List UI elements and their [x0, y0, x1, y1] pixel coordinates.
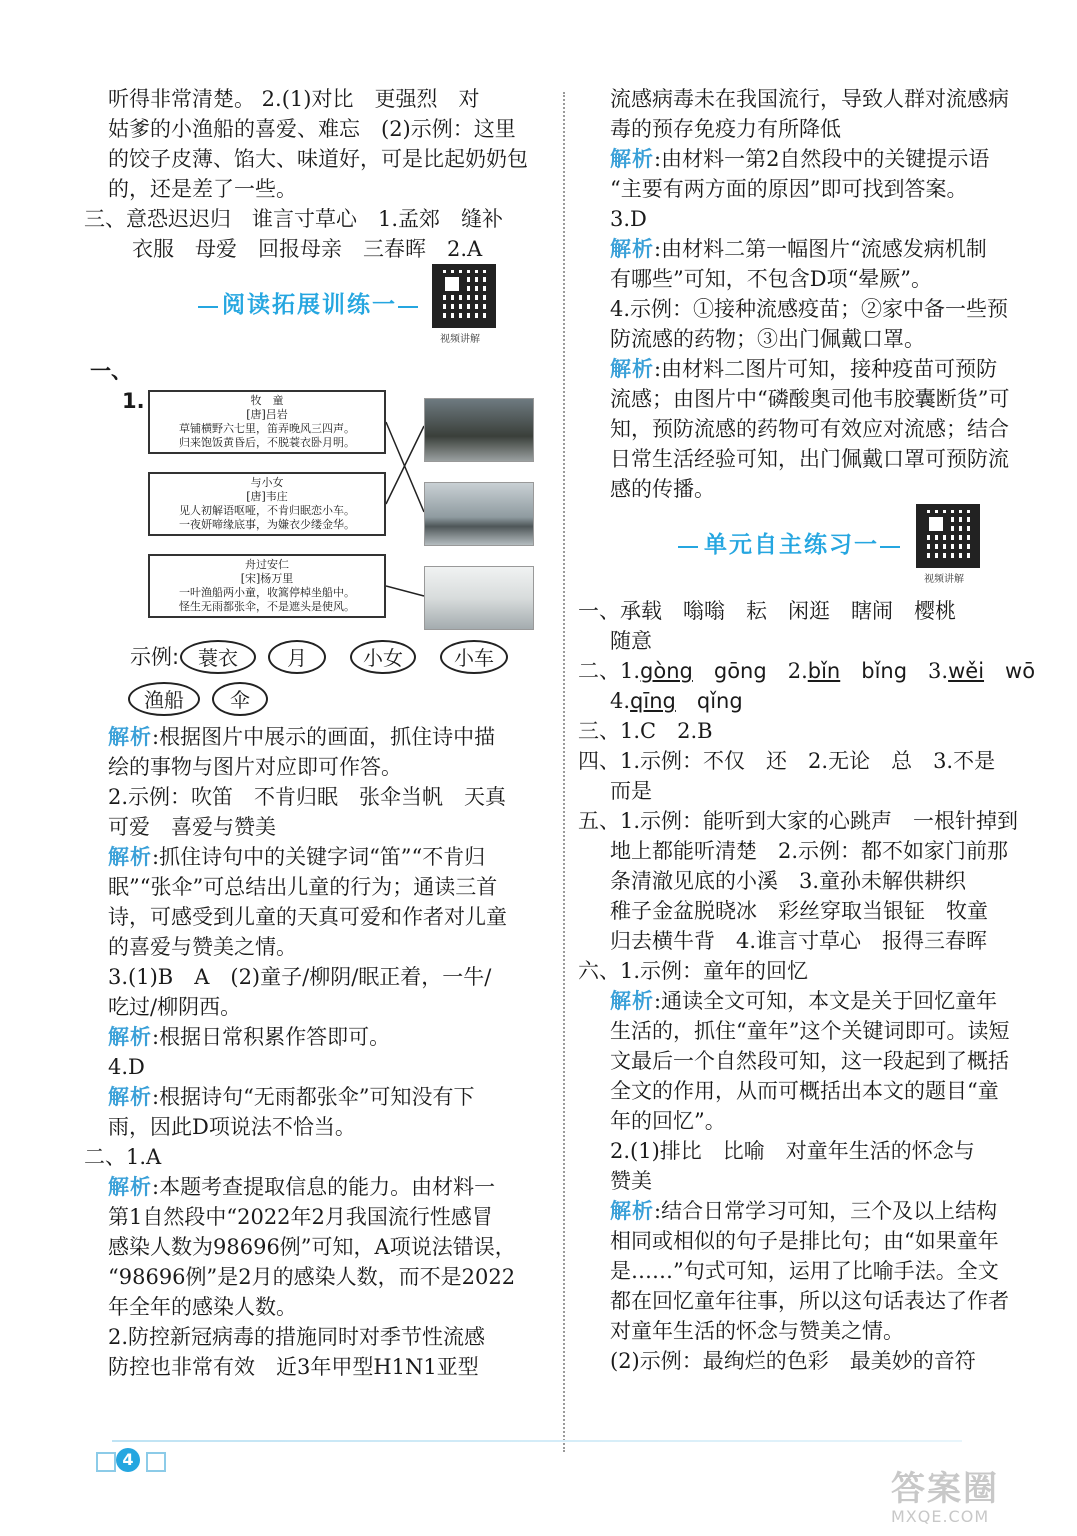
watermark-url: MXQE.COM — [891, 1507, 990, 1526]
answer-line: 3.(1)B A (2)童子/柳阴/眠正着，一牛/ — [108, 965, 492, 989]
answer-line: 一、承载 嗡嗡 耘 闲逛 瞎闹 樱桃 — [578, 599, 956, 623]
answer-line: 4.D — [108, 1055, 145, 1079]
analysis-line — [108, 722, 540, 752]
pinyin-answer: bǐn — [807, 659, 841, 683]
answer-oval: 小女 — [350, 640, 416, 674]
answer-line: 归去横牛背 4.谁言寸草心 报得三春晖 — [610, 929, 988, 953]
illustration-image — [424, 566, 534, 630]
left-column — [84, 84, 540, 1382]
answer-line: 随意 — [610, 629, 652, 653]
analysis-line: 眠”“张伞”可总结出儿童的行为；通读三首 — [108, 875, 498, 899]
page-deco-icon — [96, 1452, 116, 1472]
analysis-label: 解析 — [610, 1199, 654, 1223]
analysis-line: 雨，因此D项说法不恰当。 — [108, 1115, 356, 1139]
text-line: 听得非常清楚。 2.(1)对比 更强烈 对 — [108, 87, 480, 111]
poem-line: 草铺横野六七里，笛弄晚风三四声。 — [179, 422, 355, 435]
analysis-line — [108, 1082, 540, 1112]
poem-card — [148, 554, 386, 618]
answer-line: (2)示例：最绚烂的色彩 最美妙的音符 — [610, 1349, 976, 1373]
text-line: 三、意恐迟迟归 谁言寸草心 1.孟郊 缝补 — [84, 207, 504, 231]
answer-line: 条清澈见底的小溪 3.童孙未解供耕织 — [610, 869, 967, 893]
analysis-text: :由材料二图片可知，接种疫苗可预防 — [654, 357, 998, 381]
text-line: 姑爹的小渔船的喜爱、难忘 (2)示例：这里 — [108, 117, 516, 141]
poem-author: [唐]吕岩 — [246, 408, 288, 421]
answer-line: 四、1.示例：不仅 还 2.无论 总 3.不是 — [578, 749, 996, 773]
analysis-text: :根据日常积累作答即可。 — [152, 1025, 391, 1049]
answer-line: 吃过/柳阴西。 — [108, 995, 242, 1019]
analysis-line — [586, 234, 1026, 264]
answer-line: 2.(1)排比 比喻 对童年生活的怀念与 — [610, 1139, 975, 1163]
match-line — [386, 586, 424, 596]
qr-label: 视频讲解 — [924, 574, 964, 585]
analysis-label: 解析 — [108, 1085, 152, 1109]
analysis-line: 日常生活经验可知，出门佩戴口罩可预防流 — [610, 447, 1009, 471]
poem-card — [148, 390, 386, 454]
example-label: 示例: — [130, 645, 180, 669]
heading-rule — [398, 306, 418, 308]
watermark — [891, 1470, 1061, 1526]
analysis-line: 都在回忆童年往事，所以这句话表达了作者 — [610, 1289, 1009, 1313]
analysis-line — [586, 354, 1026, 384]
answer-oval: 渔船 — [128, 682, 200, 716]
qr-label: 视频讲解 — [440, 334, 480, 345]
illustration-image — [424, 482, 534, 546]
heading-rule — [198, 306, 218, 308]
analysis-line: 感染人数为98696例”可知，A项说法错误， — [108, 1235, 516, 1259]
right-column — [578, 84, 1036, 1376]
analysis-text: :结合日常学习可知，三个及以上结构 — [654, 1199, 998, 1223]
pinyin-line — [586, 686, 1026, 716]
answer-oval: 伞 — [212, 682, 268, 716]
poem-card — [148, 472, 386, 536]
pinyin: wō — [1005, 659, 1036, 683]
footer-rule — [112, 1440, 962, 1442]
analysis-label: 解析 — [108, 845, 152, 869]
pinyin: bǐng — [861, 659, 908, 683]
matching-exercise — [108, 386, 540, 638]
question-number: 3. — [928, 659, 949, 683]
text-line: 流感病毒未在我国流行，导致人群对流感病 — [610, 87, 1009, 111]
answer-oval: 小车 — [440, 640, 508, 674]
answer-line: 2.防控新冠病毒的措施同时对季节性流感 — [108, 1325, 486, 1349]
poem-title: 牧 童 — [250, 394, 284, 407]
poem-picture-match — [148, 386, 540, 638]
column-divider — [563, 92, 565, 1452]
answer-line: 赞美 — [610, 1169, 652, 1193]
section-heading-reading — [108, 264, 540, 356]
answer-line: 防流感的药物；③出门佩戴口罩。 — [610, 327, 925, 351]
analysis-label: 解析 — [610, 989, 654, 1013]
answer-line: 稚子金盆脱晓冰 彩丝穿取当银钲 牧童 — [610, 899, 988, 923]
qr-code-icon[interactable] — [916, 504, 980, 568]
analysis-line — [108, 1022, 540, 1052]
analysis-line: 年全年的感染人数。 — [108, 1295, 297, 1319]
poem-line: 怪生无雨都张伞，不是遮头是使风。 — [179, 600, 355, 613]
pinyin: gōng — [713, 659, 767, 683]
heading-rule — [880, 546, 900, 548]
section-marker: 二、1. — [578, 659, 641, 683]
analysis-line: 年的回忆”。 — [610, 1109, 726, 1133]
answer-oval: 月 — [268, 640, 326, 674]
poem-line: 归来饱饭黄昏后，不脱蓑衣卧月明。 — [179, 436, 355, 449]
analysis-line: 全文的作用，从而可概括出本文的题目“童 — [610, 1079, 999, 1103]
answer-line: 2.示例：吹笛 不肯归眠 张伞当帆 天真 — [108, 785, 507, 809]
analysis-line — [108, 1172, 540, 1202]
analysis-text: :由材料一第2自然段中的关键提示语 — [654, 147, 990, 171]
analysis-line — [586, 1196, 1026, 1226]
question-number: 1. — [122, 389, 145, 413]
analysis-line: 诗，可感受到儿童的天真可爱和作者对儿童 — [108, 905, 507, 929]
poem-line: 见人初解语呕哑，不肯归眠恋小车。 — [179, 504, 355, 517]
answer-line: 而是 — [610, 779, 652, 803]
analysis-line: 有哪些”可知，不包含D项“晕厥”。 — [610, 267, 933, 291]
analysis-line: 生活的，抓住“童年”这个关键词即可。读短 — [610, 1019, 1010, 1043]
text-line: 的，还是差了一些。 — [108, 177, 297, 201]
analysis-line: 流感；由图片中“磷酸奥司他韦胶囊断货”可 — [610, 387, 1010, 411]
section-line: 二、1.A — [84, 1145, 162, 1169]
answer-line: 3.D — [610, 207, 647, 231]
page-number: 4 — [116, 1448, 140, 1472]
poem-line: 一夜妍啼缘底事，为嫌衣少缕金华。 — [179, 518, 355, 531]
match-line — [386, 426, 424, 504]
analysis-label: 解析 — [610, 237, 654, 261]
analysis-line — [108, 842, 540, 872]
match-line — [386, 422, 424, 512]
qr-code-icon[interactable] — [432, 264, 496, 328]
answer-line: 三、1.C 2.B — [578, 719, 713, 743]
pinyin-answer: qīng — [630, 689, 676, 713]
answer-line: 五、1.示例：能听到大家的心跳声 一根针掉到 — [578, 809, 1019, 833]
analysis-label: 解析 — [610, 357, 654, 381]
pinyin-answer: wěi — [948, 659, 985, 683]
analysis-line: 第1自然段中“2022年2月我国流行性感冒 — [108, 1205, 493, 1229]
poem-author: [唐]韦庄 — [246, 490, 288, 503]
analysis-line: 文最后一个自然段可知，这一段起到了概括 — [610, 1049, 1009, 1073]
answer-oval: 蓑衣 — [180, 640, 256, 674]
part-marker: 一、 — [90, 359, 132, 383]
illustration-image — [424, 398, 534, 462]
section-heading-unit — [586, 504, 1026, 596]
answer-line: 4.示例：①接种流感疫苗；②家中备一些预 — [610, 297, 1009, 321]
answer-line: 防控也非常有效 近3年甲型H1N1亚型 — [108, 1355, 479, 1379]
analysis-text: :抓住诗句中的关键字词“笛”“不肯归 — [152, 845, 486, 869]
pinyin: qǐng — [696, 689, 743, 713]
analysis-label: 解析 — [108, 1175, 152, 1199]
analysis-line: 知，预防流感的药物可有效应对流感；结合 — [610, 417, 1009, 441]
example-answers — [108, 638, 540, 722]
analysis-text: :通读全文可知，本文是关于回忆童年 — [654, 989, 998, 1013]
answer-line: 地上都能听清楚 2.示例：都不如家门前那 — [610, 839, 1009, 863]
pinyin-answer: gòng — [640, 659, 693, 683]
analysis-line — [586, 144, 1026, 174]
analysis-line: “主要有两方面的原因”即可找到答案。 — [610, 177, 968, 201]
analysis-text: :本题考查提取信息的能力。由材料一 — [152, 1175, 496, 1199]
answer-line: 六、1.示例：童年的回忆 — [578, 959, 809, 983]
analysis-label: 解析 — [108, 1025, 152, 1049]
analysis-line: 相同或相似的句子是排比句；由“如果童年 — [610, 1229, 999, 1253]
analysis-line: 对童年生活的怀念与赞美之情。 — [610, 1319, 904, 1343]
poem-title: 与小女 — [250, 476, 284, 489]
page-deco-icon — [146, 1452, 166, 1472]
poem-title: 舟过安仁 — [245, 558, 289, 571]
analysis-line: 是……”句式可知，运用了比喻手法。全文 — [610, 1259, 999, 1283]
analysis-line: 的喜爱与赞美之情。 — [108, 935, 297, 959]
pinyin-line — [578, 656, 1036, 686]
text-line: 的饺子皮薄、馅大、味道好，可是比起奶奶包 — [108, 147, 528, 171]
watermark-title: 答案圈 — [891, 1469, 999, 1509]
poem-line: 一叶渔船两小童，收篙停棹坐船中。 — [179, 586, 355, 599]
question-number: 2. — [787, 659, 808, 683]
analysis-line — [586, 986, 1026, 1016]
text-line: 衣服 母爱 回报母亲 三春晖 2.A — [132, 237, 483, 261]
analysis-label: 解析 — [108, 725, 152, 749]
section-title: 单元自主练习一 — [704, 532, 879, 558]
section-title: 阅读拓展训练一 — [222, 292, 397, 318]
analysis-text: :根据诗句“无雨都张伞”可知没有下 — [152, 1085, 475, 1109]
text-line: 毒的预存免疫力有所降低 — [610, 117, 841, 141]
heading-rule — [678, 546, 698, 548]
question-number: 4. — [610, 689, 631, 713]
matching-lines — [386, 386, 426, 638]
analysis-label: 解析 — [610, 147, 654, 171]
analysis-text: :根据图片中展示的画面，抓住诗中描 — [152, 725, 496, 749]
analysis-text: :由材料二第一幅图片“流感发病机制 — [654, 237, 987, 261]
analysis-line: 感的传播。 — [610, 477, 715, 501]
answer-line: 可爱 喜爱与赞美 — [108, 815, 276, 839]
poem-author: [宋]杨万里 — [240, 572, 294, 585]
analysis-line: “98696例”是2月的感染人数，而不是2022 — [108, 1265, 516, 1289]
analysis-line: 绘的事物与图片对应即可作答。 — [108, 755, 402, 779]
